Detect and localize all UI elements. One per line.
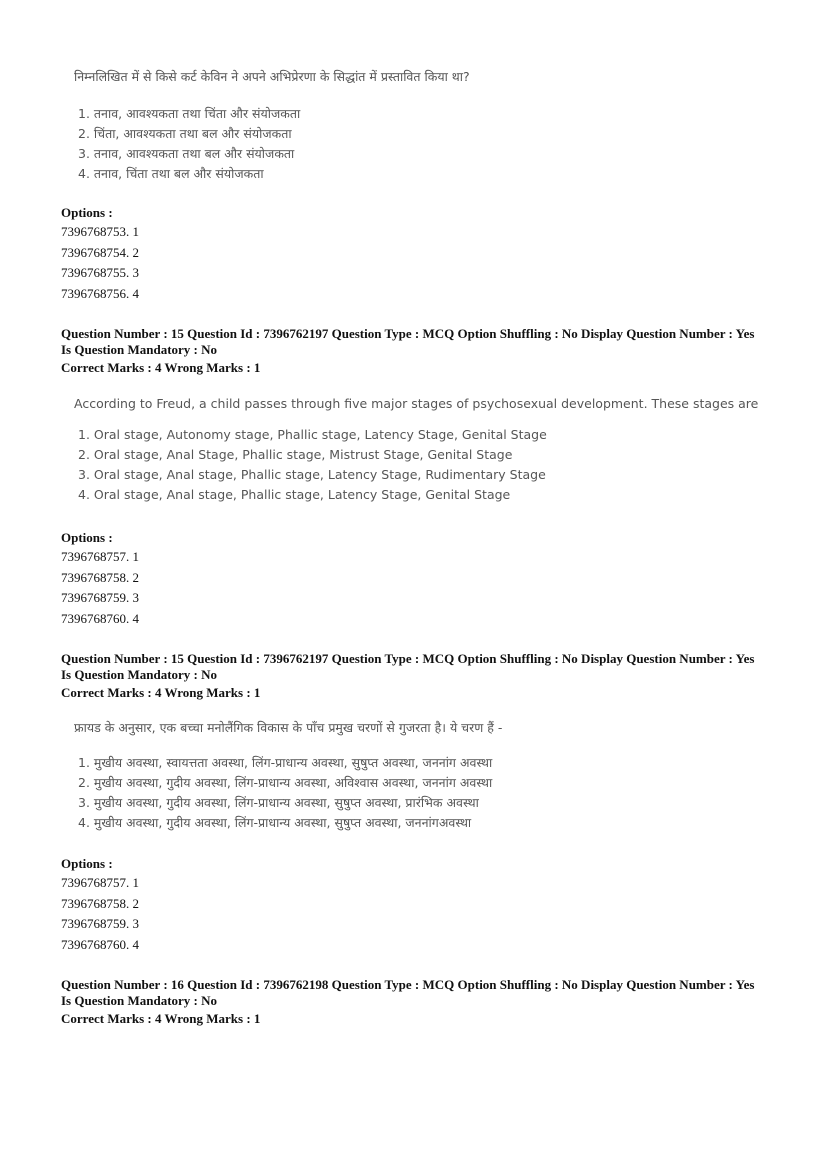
- option-id: 7396768753. 1: [61, 224, 139, 239]
- mandatory-flag: Is Question Mandatory : No: [61, 993, 218, 1008]
- option-id: 7396768757. 1: [61, 549, 139, 564]
- choice-item: 1. तनाव, आवश्यकता तथा चिंता और संयोजकता: [78, 106, 301, 121]
- question-header-16: [61, 977, 781, 1027]
- option-id: 7396768758. 2: [61, 895, 139, 911]
- choice-item: 1. Oral stage, Autonomy stage, Phallic stage, Latency Stage, Genital Stage: [78, 427, 547, 442]
- options-block-1: [61, 204, 781, 304]
- options-label: Options :: [61, 530, 113, 545]
- choice-item: 2. चिंता, आवश्यकता तथा बल और संयोजकता: [78, 126, 292, 141]
- question-meta: Question Number : 16 Question Id : 7396762198 Question Type : MCQ Option Shuffling : No Display Question Number : Yes: [61, 977, 755, 992]
- option-id: 7396768758. 2: [61, 569, 139, 585]
- choice-list: [74, 753, 502, 833]
- option-id: 7396768760. 4: [61, 610, 139, 626]
- question-stem: निम्नलिखित में से किसे कर्ट केविन ने अपने अभिप्रेरणा के सिद्धांत में प्रस्तावित किया था?: [74, 69, 470, 84]
- question-image-2: [74, 396, 758, 505]
- choice-item: 3. मुखीय अवस्था, गुदीय अवस्था, लिंग-प्राधान्य अवस्था, सुषुप्त अवस्था, प्रारंभिक अवस्था: [78, 795, 479, 810]
- marks-line: Correct Marks : 4 Wrong Marks : 1: [61, 360, 261, 375]
- choice-item: 4. मुखीय अवस्था, गुदीय अवस्था, लिंग-प्राधान्य अवस्था, सुषुप्त अवस्था, जननांगअवस्था: [78, 815, 472, 830]
- option-id: 7396768754. 2: [61, 244, 139, 260]
- question-meta: Question Number : 15 Question Id : 7396762197 Question Type : MCQ Option Shuffling : No Display Question Number : Yes: [61, 651, 755, 666]
- question-image-3: [74, 719, 502, 833]
- option-id: 7396768757. 1: [61, 875, 139, 890]
- option-id: 7396768759. 3: [61, 590, 139, 605]
- question-header-15: [61, 326, 781, 376]
- option-id: 7396768756. 4: [61, 285, 139, 301]
- choice-item: 2. Oral stage, Anal Stage, Phallic stage, Mistrust Stage, Genital Stage: [78, 447, 513, 462]
- options-label: Options :: [61, 856, 113, 871]
- choice-item: 3. Oral stage, Anal stage, Phallic stage, Latency Stage, Rudimentary Stage: [78, 467, 546, 482]
- option-id: 7396768759. 3: [61, 916, 139, 931]
- choice-item: 4. Oral stage, Anal stage, Phallic stage, Latency Stage, Genital Stage: [78, 487, 511, 502]
- question-image-1: [74, 68, 470, 184]
- choice-item: 3. तनाव, आवश्यकता तथा बल और संयोजकता: [78, 146, 295, 161]
- question-stem: फ्रायड के अनुसार, एक बच्चा मनोलैंगिक विकास के पाँच प्रमुख चरणों से गुजरता है। ये चरण हैं -: [74, 720, 503, 735]
- question-header-15-hindi: [61, 651, 781, 701]
- options-label: Options :: [61, 205, 113, 220]
- question-meta: Question Number : 15 Question Id : 7396762197 Question Type : MCQ Option Shuffling : No Display Question Number : Yes: [61, 326, 755, 341]
- choice-item: 2. मुखीय अवस्था, गुदीय अवस्था, लिंग-प्राधान्य अवस्था, अविश्वास अवस्था, जननांग अवस्था: [78, 775, 493, 790]
- choice-list: [74, 425, 758, 505]
- choice-list: [74, 104, 470, 184]
- question-stem: According to Freud, a child passes through five major stages of psychosexual development. These stages are: [74, 396, 759, 411]
- choice-item: 1. मुखीय अवस्था, स्वायत्तता अवस्था, लिंग-प्राधान्य अवस्था, सुषुप्त अवस्था, जननांग अवस्था: [78, 755, 493, 770]
- choice-item: 4. तनाव, चिंता तथा बल और संयोजकता: [78, 166, 264, 181]
- options-block-2: [61, 529, 781, 629]
- marks-line: Correct Marks : 4 Wrong Marks : 1: [61, 685, 261, 700]
- marks-line: Correct Marks : 4 Wrong Marks : 1: [61, 1011, 261, 1026]
- option-id: 7396768760. 4: [61, 936, 139, 952]
- mandatory-flag: Is Question Mandatory : No: [61, 667, 218, 682]
- options-block-3: [61, 855, 781, 955]
- mandatory-flag: Is Question Mandatory : No: [61, 342, 218, 357]
- option-id: 7396768755. 3: [61, 265, 139, 280]
